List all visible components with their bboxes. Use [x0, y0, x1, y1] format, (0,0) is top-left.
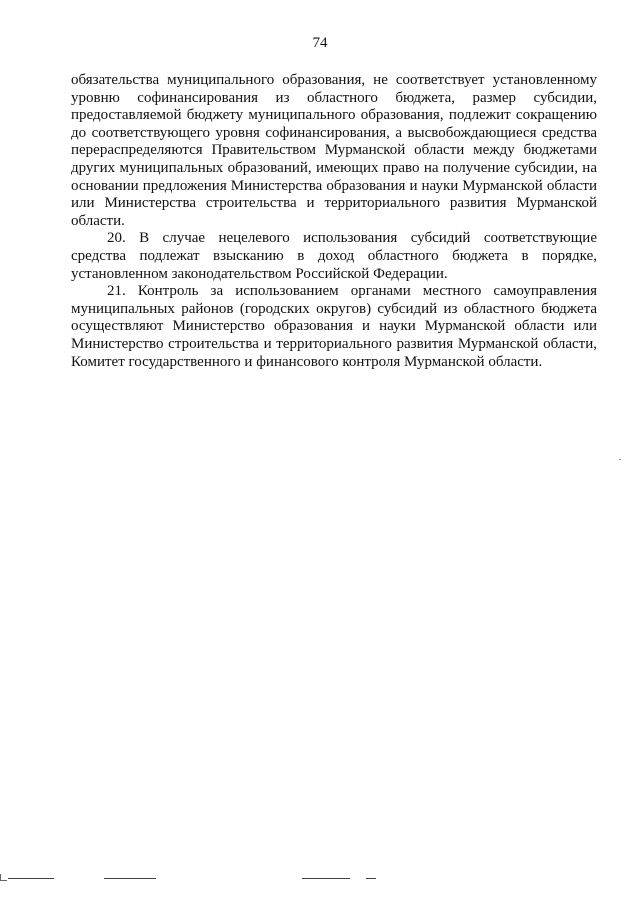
paragraph-20: 20. В случае нецелевого использования субсидий соответствующие средства подлежат взысканию в доход областного бюджета в порядке, установленном законодательством Российской Федерации. [71, 230, 597, 282]
paragraph-continuation: обязательства муниципального образования, не соответствует установленному уровню софинансирования из областного бюджета, размер субсидии, предоставляемой бюджету муниципального образования, подлежит сокращению до соответствующего уровня софинансирования, а высвобождающиеся средства перераспределяются Правительством Мурманской области между бюджетами других муниципальных образований, имеющих право на получение субсидии, на основании предложения Министерства образования и науки Мурманской области или Министерства строительства и территориального развития Мурманской области. [71, 72, 597, 229]
paragraph-21: 21. Контроль за использованием органами местного самоуправления муниципальных районов (городских округов) субсидий из областного бюджета осуществляют Министерство образования и науки Мурманской области или Министерство строительства и территориального развития Мурманской области, Комитет государственного и финансового контроля Мурманской области. [71, 283, 597, 370]
scan-edge-mark [0, 874, 7, 881]
footer-rule [302, 878, 350, 879]
scan-speck [619, 459, 621, 460]
footer-rule [104, 878, 156, 879]
document-body [71, 72, 597, 371]
page-number: 74 [312, 35, 328, 51]
footer-rule [366, 878, 376, 879]
footer-rule [8, 878, 54, 879]
